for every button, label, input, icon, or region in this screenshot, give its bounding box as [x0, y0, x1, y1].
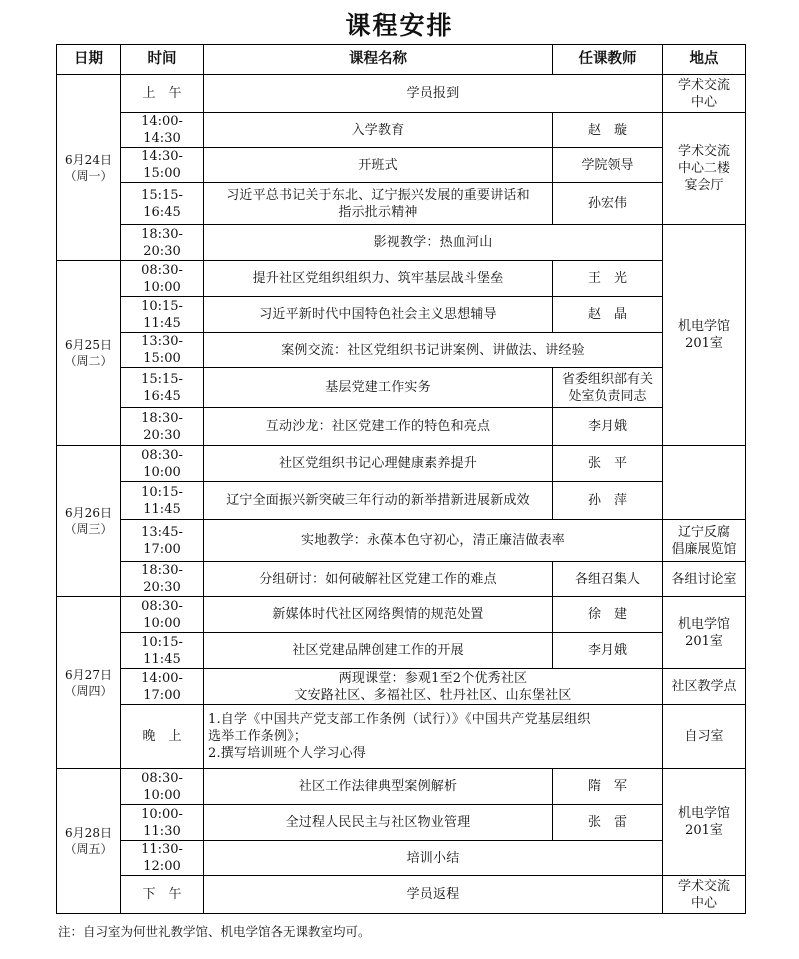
location-cell	[663, 75, 746, 113]
teacher-cell: 李月娥	[553, 633, 663, 669]
location-line: 机电学馆	[677, 616, 730, 632]
schedule-table	[56, 44, 746, 914]
course-cell: 提升社区党组织组织力、筑牢基层战斗堡垒	[204, 261, 553, 297]
weekday-text: （周五）	[64, 842, 113, 856]
location-cell: 社区教学点	[663, 669, 746, 705]
course-line: 两现课堂：参观1至2个优秀社区	[338, 670, 528, 686]
time-cell: 08:30-10:00	[121, 769, 204, 805]
course-cell: 开班式	[204, 148, 553, 183]
course-cell: 辽宁全面振兴新突破三年行动的新举措新进展新成效	[204, 482, 553, 520]
footnote: 注：自习室为何世礼教学馆、机电学馆各无课教室均可。	[58, 924, 371, 939]
date-cell	[57, 446, 121, 597]
course-cell: 入学教育	[204, 113, 553, 148]
teacher-cell: 赵 晶	[553, 297, 663, 333]
date-text: 6月28日	[65, 826, 112, 840]
table-row	[57, 805, 746, 841]
location-line: 学术交流	[677, 878, 730, 894]
location-cell: 各组讨论室	[663, 562, 746, 597]
header-date: 日期	[57, 45, 121, 75]
course-line: 选举工作条例》；	[208, 729, 308, 744]
header-teacher: 任课教师	[553, 45, 663, 75]
course-cell: 学员报到	[204, 75, 663, 113]
header-location: 地点	[663, 45, 746, 75]
table-row	[57, 368, 746, 408]
course-line: 指示批示精神	[338, 204, 418, 220]
time-cell: 10:15-11:45	[121, 633, 204, 669]
location-line: 学术交流	[677, 144, 730, 159]
date-cell	[57, 261, 121, 446]
time-cell: 14:30-15:00	[121, 148, 204, 183]
time-cell: 18:30-20:30	[121, 225, 204, 261]
date-text: 6月26日	[65, 506, 112, 520]
time-cell: 晚 上	[121, 705, 204, 769]
teacher-cell: 学院领导	[553, 148, 663, 183]
time-cell: 10:00-11:30	[121, 805, 204, 841]
course-cell	[204, 669, 663, 705]
teacher-cell: 各组召集人	[553, 562, 663, 597]
date-text: 6月25日	[65, 338, 112, 352]
weekday-text: （周二）	[64, 354, 113, 368]
table-row	[57, 183, 746, 225]
location-line: 辽宁反腐	[677, 524, 730, 540]
location-cell: 自习室	[663, 705, 746, 769]
location-cell	[663, 876, 746, 914]
location-line: 机电学馆	[677, 806, 730, 821]
header-time: 时间	[121, 45, 204, 75]
date-text: 6月24日	[65, 152, 112, 167]
course-cell: 实地教学：永葆本色守初心，清正廉洁做表率	[204, 520, 663, 562]
table-row	[57, 669, 746, 705]
course-cell: 影视教学：热血河山	[204, 225, 663, 261]
location-line: 中心二楼	[677, 161, 730, 176]
location-cell	[663, 769, 746, 876]
time-cell: 14:00-14:30	[121, 113, 204, 148]
location-line: 学术交流	[677, 77, 730, 93]
time-cell: 15:15-16:45	[121, 183, 204, 225]
time-cell: 10:15-11:45	[121, 482, 204, 520]
teacher-cell: 李月娥	[553, 408, 663, 446]
weekday-text: （周三）	[64, 522, 113, 536]
table-row	[57, 705, 746, 769]
course-cell: 学员返程	[204, 876, 663, 914]
course-cell	[204, 705, 663, 769]
date-cell	[57, 597, 121, 769]
teacher-cell: 张 平	[553, 446, 663, 482]
table-row	[57, 520, 746, 562]
weekday-text: （周一）	[64, 168, 113, 183]
table-row	[57, 148, 746, 183]
table-row	[57, 482, 746, 520]
table-row	[57, 633, 746, 669]
location-cell	[663, 597, 746, 669]
table-row	[57, 769, 746, 805]
course-cell: 新媒体时代社区网络舆情的规范处置	[204, 597, 553, 633]
location-line: 201室	[685, 336, 723, 351]
teacher-line: 处室负责同志	[568, 388, 647, 404]
time-cell: 13:30-15:00	[121, 333, 204, 368]
table-row	[57, 876, 746, 914]
location-cell	[663, 225, 746, 446]
location-line: 倡廉展览馆	[671, 541, 737, 557]
teacher-cell: 赵 璇	[553, 113, 663, 148]
table-row	[57, 225, 746, 261]
course-cell: 案例交流：社区党组织书记讲案例、讲做法、讲经验	[204, 333, 663, 368]
table-row	[57, 113, 746, 148]
teacher-cell	[553, 368, 663, 408]
location-line: 201室	[685, 633, 723, 649]
time-cell: 11:30-12:00	[121, 841, 204, 876]
course-line: 习近平总书记关于东北、辽宁振兴发展的重要讲话和	[226, 187, 530, 203]
location-line: 201室	[685, 823, 723, 838]
location-cell	[663, 113, 746, 225]
date-cell	[57, 769, 121, 914]
table-header-row	[57, 45, 746, 75]
table-row	[57, 75, 746, 113]
table-row	[57, 446, 746, 482]
teacher-cell: 孙宏伟	[553, 183, 663, 225]
weekday-text: （周四）	[64, 683, 113, 698]
time-cell: 18:30-20:30	[121, 562, 204, 597]
course-line: 2.撰写培训班个人学习心得	[208, 746, 367, 761]
time-cell: 18:30-20:30	[121, 408, 204, 446]
course-cell: 互动沙龙：社区党建工作的特色和亮点	[204, 408, 553, 446]
table-row	[57, 408, 746, 446]
course-cell	[204, 183, 553, 225]
table-row	[57, 597, 746, 633]
location-cell	[663, 520, 746, 562]
table-row	[57, 261, 746, 297]
date-text: 6月27日	[65, 667, 112, 682]
header-course: 课程名称	[204, 45, 553, 75]
time-cell: 15:15-16:45	[121, 368, 204, 408]
time-cell: 08:30-10:00	[121, 597, 204, 633]
course-cell: 社区工作法律典型案例解析	[204, 769, 553, 805]
location-line: 中心	[690, 895, 717, 911]
course-line: 文安路社区、多福社区、牡丹社区、山东堡社区	[294, 687, 572, 703]
course-cell: 全过程人民民主与社区物业管理	[204, 805, 553, 841]
teacher-cell: 徐 建	[553, 597, 663, 633]
course-cell: 基层党建工作实务	[204, 368, 553, 408]
location-line: 机电学馆	[677, 319, 730, 334]
table-row	[57, 841, 746, 876]
location-line: 宴会厅	[684, 178, 724, 193]
time-cell: 14:00-17:00	[121, 669, 204, 705]
table-row	[57, 333, 746, 368]
date-cell	[57, 75, 121, 261]
page-title: 课程安排	[345, 11, 454, 40]
location-line: 中心	[690, 94, 717, 110]
teacher-cell: 孙 萍	[553, 482, 663, 520]
course-line: 1.自学《中国共产党支部工作条例（试行）》《中国共产党基层组织	[208, 712, 591, 727]
time-cell: 下 午	[121, 876, 204, 914]
course-cell: 社区党组织书记心理健康素养提升	[204, 446, 553, 482]
teacher-cell: 王 光	[553, 261, 663, 297]
time-cell: 上 午	[121, 75, 204, 113]
course-cell: 培训小结	[204, 841, 663, 876]
time-cell: 10:15-11:45	[121, 297, 204, 333]
time-cell: 13:45-17:00	[121, 520, 204, 562]
location-cell-empty	[663, 446, 746, 520]
course-cell: 习近平新时代中国特色社会主义思想辅导	[204, 297, 553, 333]
time-cell: 08:30-10:00	[121, 446, 204, 482]
course-cell: 分组研讨：如何破解社区党建工作的难点	[204, 562, 553, 597]
table-row	[57, 562, 746, 597]
teacher-cell: 隋 军	[553, 769, 663, 805]
teacher-cell: 张 雷	[553, 805, 663, 841]
table-row	[57, 297, 746, 333]
teacher-line: 省委组织部有关	[561, 371, 653, 387]
time-cell: 08:30-10:00	[121, 261, 204, 297]
course-cell: 社区党建品牌创建工作的开展	[204, 633, 553, 669]
